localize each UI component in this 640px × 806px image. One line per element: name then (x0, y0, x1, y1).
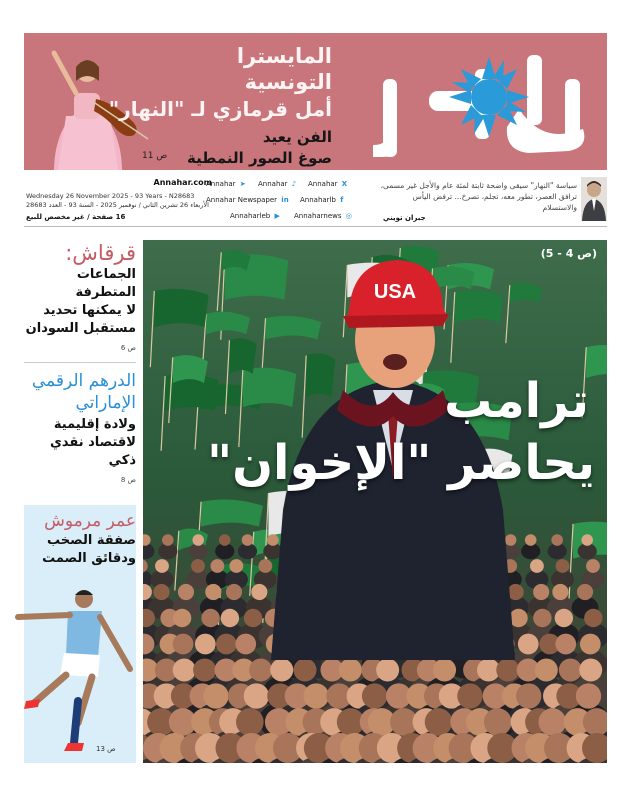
social-linkedin[interactable] (206, 196, 289, 204)
quote-author: جبران تويني (383, 214, 426, 222)
social-label: Annaharleb (230, 212, 271, 220)
promo-kicker: المايسترا التونسية (236, 44, 332, 94)
crowd-head (362, 683, 387, 708)
crowd-head (584, 609, 602, 627)
crowd-head (191, 559, 205, 573)
crowd-head (201, 609, 219, 627)
divider (24, 362, 136, 363)
author-photo (581, 177, 607, 221)
story-line: ودقائق الصمت (42, 551, 136, 566)
crowd-head (173, 609, 191, 627)
crowd-head (484, 708, 512, 736)
crowd-head (533, 584, 549, 600)
crowd-head (530, 559, 544, 573)
story-line: لا يمكنها تحديد (43, 303, 136, 318)
headline-line-1: ترامب (444, 373, 589, 429)
crowd-head (178, 584, 194, 600)
crowd-head (173, 658, 196, 681)
story-marmoush[interactable] (24, 510, 136, 568)
crowd-head (433, 658, 456, 681)
promo-headline-2: صوغ الصور النمطية (187, 149, 332, 167)
crowd-head (303, 683, 328, 708)
story-line: مستقبل السودان (25, 321, 136, 336)
crowd-head (173, 634, 194, 655)
crowd-head (236, 708, 264, 736)
site-link[interactable]: Annahar.com (153, 178, 212, 187)
lead-page-ref: (ص 4 - 5) (540, 247, 597, 260)
story-page-ref: ص 6 (120, 344, 136, 352)
story-line: ولادة إقليمية (53, 417, 136, 432)
crowd-head (559, 658, 582, 681)
crowd-head (221, 609, 239, 627)
crowd-head (516, 683, 541, 708)
crowd-head (552, 584, 568, 600)
crowd-head (249, 658, 272, 681)
crowd-head (210, 559, 224, 573)
crowd-head (577, 584, 593, 600)
crowd-head (580, 634, 601, 655)
instagram-icon: ◎ (345, 212, 352, 220)
crowd-head (555, 634, 576, 655)
social-x[interactable] (308, 180, 347, 188)
flag (229, 338, 256, 374)
crowd-head (538, 708, 566, 736)
footballer-photo (14, 583, 134, 753)
story-line: لاقتصاد نقدي ذكي (49, 435, 136, 468)
social-telegram[interactable] (206, 180, 246, 188)
lead-headline[interactable] (155, 370, 595, 494)
story-line: الجماعات المتطرفة (75, 267, 136, 300)
crowd-head (258, 559, 272, 573)
crowd-head (216, 634, 237, 655)
crowd-head (203, 683, 228, 708)
crowd-head (376, 658, 399, 681)
crowd-head (551, 534, 563, 546)
crowd-head (339, 658, 362, 681)
crowd-head (270, 658, 293, 681)
story-title: الدرهم الرقمي الإماراتي (31, 371, 136, 413)
facebook-icon: f (340, 196, 344, 204)
crowd-head (293, 658, 316, 681)
story-title: قرقاش: (65, 241, 136, 265)
crowd-head (155, 559, 169, 573)
masthead (24, 33, 607, 170)
social-links (204, 178, 352, 224)
crowd-head (535, 658, 558, 681)
crowd-head (533, 609, 551, 627)
story-digital-dirham[interactable] (24, 370, 136, 484)
crowd-head (579, 658, 602, 681)
social-label: Annaharnews (294, 212, 342, 220)
page-count: 16 صفحة / غير مخصص للبيع (26, 213, 126, 221)
lead-photo[interactable] (143, 240, 607, 763)
crowd-head (586, 559, 600, 573)
crowd-head (576, 683, 601, 708)
story-title: عمر مرموش (44, 511, 136, 531)
crowd-head (581, 534, 593, 546)
flag (455, 290, 503, 323)
crowd-head (525, 534, 537, 546)
social-label: Annahar (258, 180, 288, 188)
crowd-head (508, 584, 524, 600)
social-label: Annahar Newspaper (206, 196, 278, 204)
info-strip (24, 175, 607, 227)
story-gargash[interactable] (24, 240, 136, 352)
issue-date-en: Wednesday 26 November 2025 - 93 Years - N28683 (26, 192, 195, 200)
social-instagram[interactable] (294, 212, 352, 220)
quote-text: سياسة "النهار" سيقى واضحة ثابتة لمئة عام والأجل غير مسمى، ترافق العصر، تطور معه، تجلم، تصرخ... ترفض اليأس والاستسلام (380, 181, 577, 212)
story-line: صفقة الصخب (47, 533, 136, 548)
crowd-head (457, 683, 482, 708)
flag (201, 500, 263, 527)
story-page-ref: ص 8 (120, 476, 136, 484)
telegram-icon: ➤ (239, 180, 246, 188)
crowd-head (153, 584, 169, 600)
promo-page-ref: ص 11 (142, 151, 168, 161)
social-youtube[interactable] (230, 212, 280, 220)
headline-line-2: يحاصر "الإخوان" (207, 435, 595, 491)
crowd-head (505, 534, 517, 546)
crowd-head (496, 658, 519, 681)
crowd-head (193, 658, 216, 681)
crowd-head (192, 534, 204, 546)
crowd-head (235, 634, 256, 655)
annahar-logo[interactable] (369, 39, 601, 159)
founder-quote (379, 178, 579, 224)
x-icon: X (341, 180, 348, 188)
crowd-head (267, 534, 279, 546)
crowd-head (219, 534, 231, 546)
crowd-head (556, 559, 570, 573)
social-tiktok[interactable] (258, 180, 296, 188)
social-facebook[interactable] (300, 196, 343, 204)
promo-title: أمل قرمازي لـ "النهار" (108, 97, 332, 121)
crowd-head (251, 584, 267, 600)
crowd-head (425, 708, 453, 736)
crowd-head (518, 634, 539, 655)
tiktok-icon: ♪ (291, 180, 297, 188)
social-label: Annaharlb (300, 196, 336, 204)
story-page-ref: ص 13 (96, 745, 116, 753)
issue-date-ar: الأربعاء 26 تشرين الثاني / نوفمبر 2025 - السنة 93 - العدد 28683 (26, 201, 209, 209)
crowd-head (226, 584, 242, 600)
crowd-head (162, 534, 174, 546)
youtube-icon: ▶ (274, 212, 280, 220)
crowd-with-flags-photo (143, 240, 607, 763)
flag (154, 289, 208, 327)
crowd-head (242, 534, 254, 546)
social-label: Annahar (206, 180, 236, 188)
crowd-head (205, 584, 221, 600)
crowd-head (244, 683, 269, 708)
crowd-head (555, 609, 573, 627)
crowd-head (244, 609, 262, 627)
crowd-head (195, 634, 216, 655)
social-label: Annahar (308, 180, 338, 188)
cap-label: USA (373, 281, 417, 303)
linkedin-icon: in (281, 196, 289, 204)
promo-headline: الفن يعيد (262, 128, 332, 146)
crowd-head (229, 559, 243, 573)
